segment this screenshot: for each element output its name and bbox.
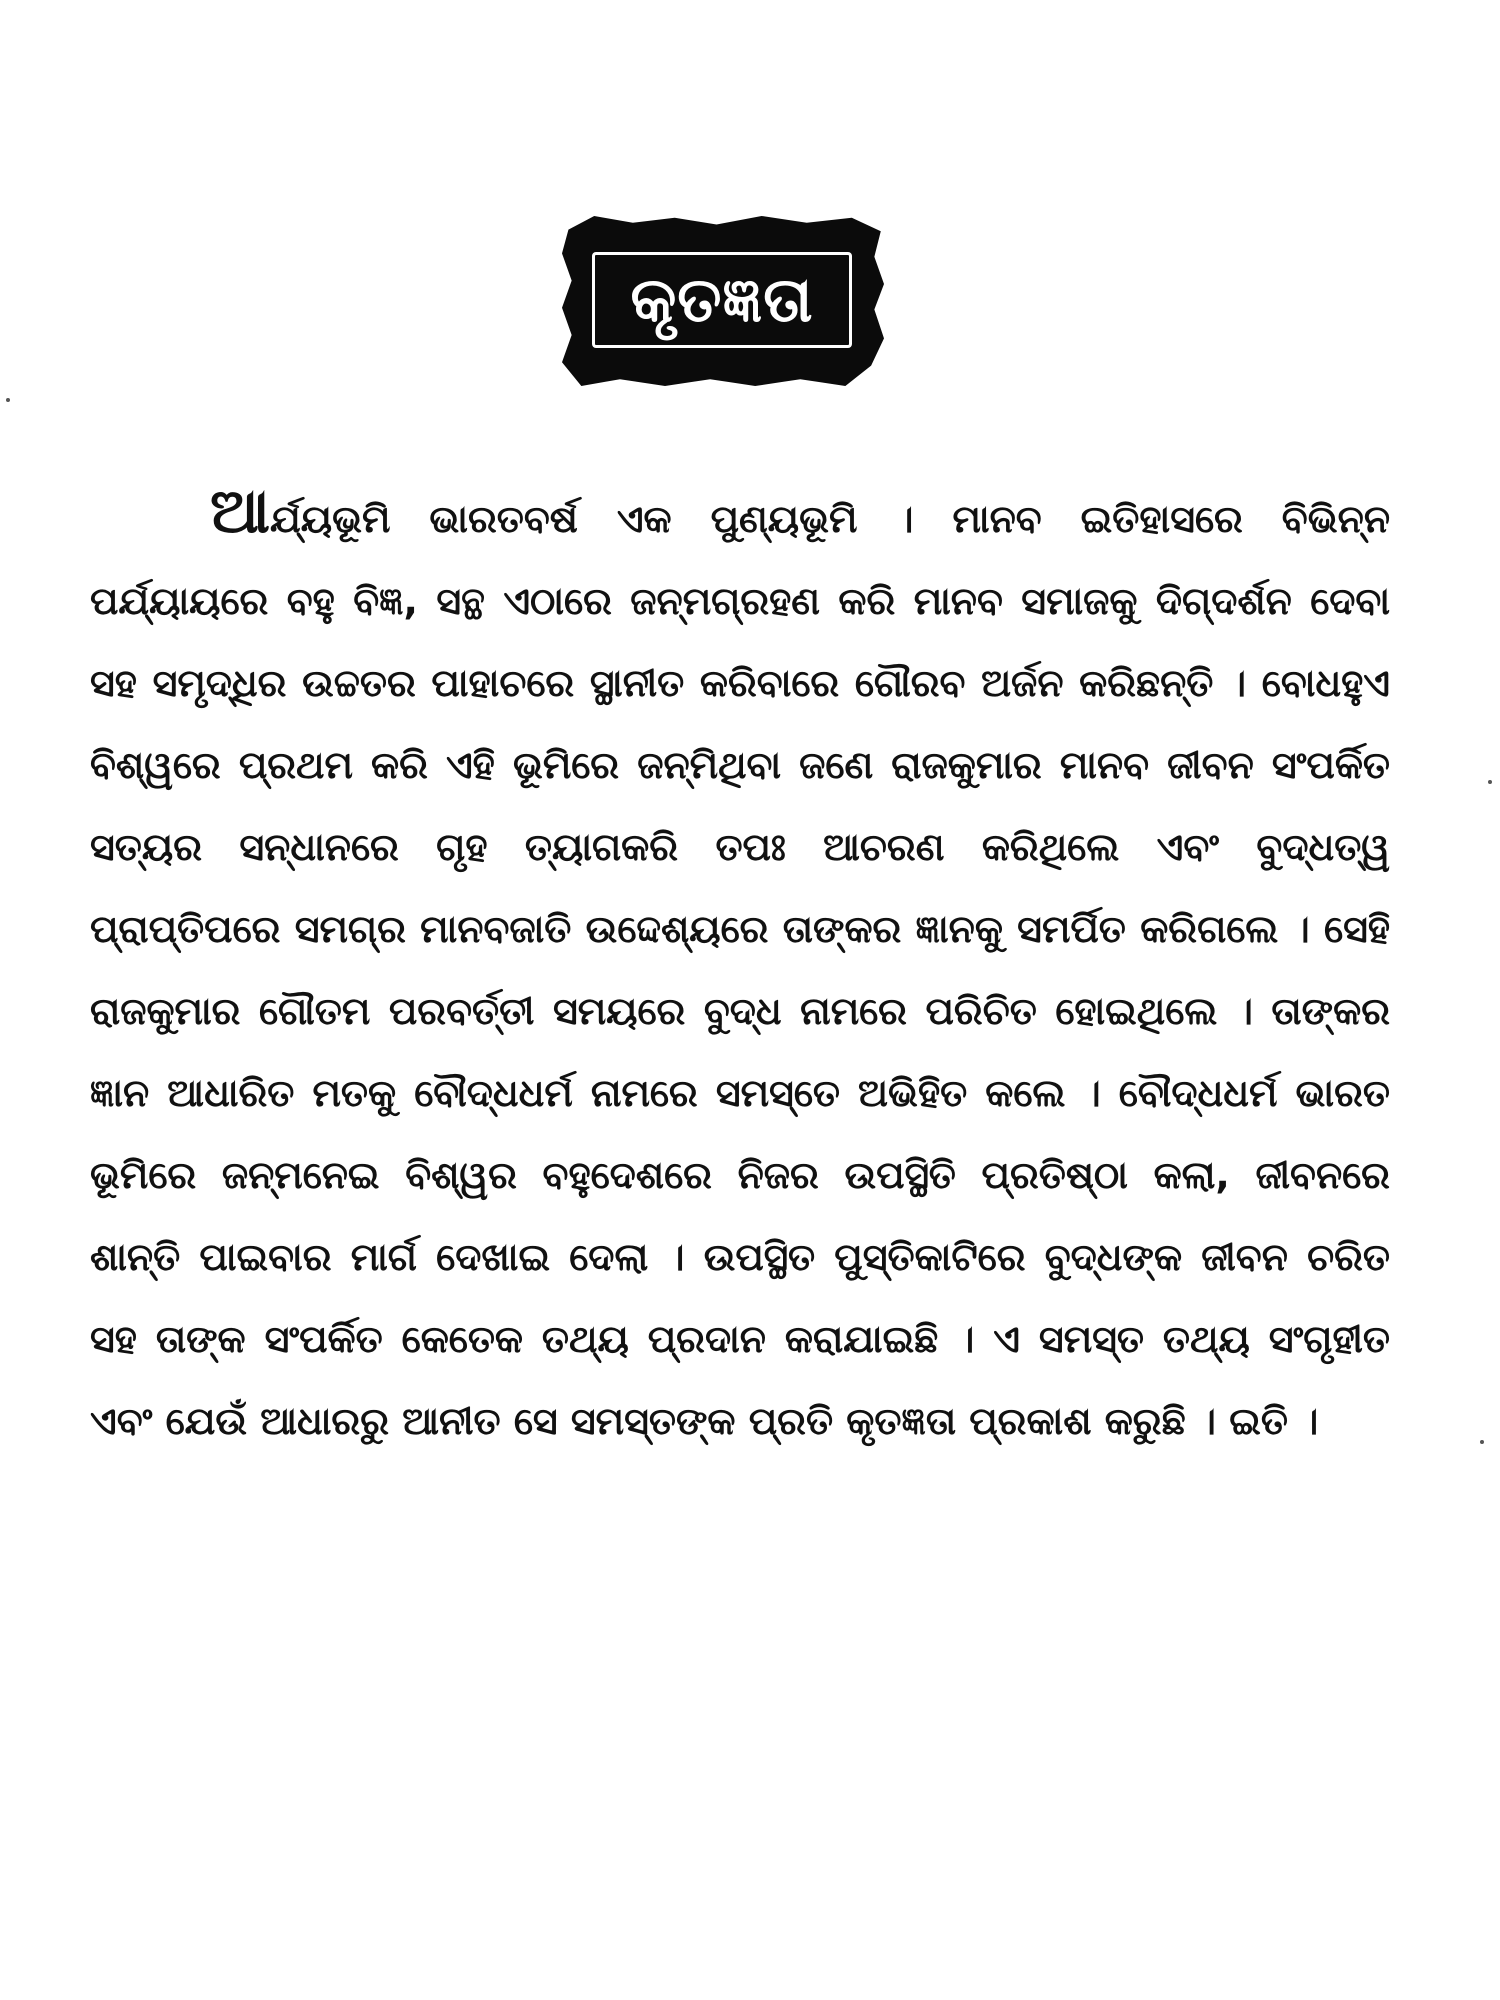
scan-speck: [6, 398, 10, 402]
page-title: କୃତଜ୍ଞତା: [630, 263, 814, 336]
title-frame: [592, 252, 852, 348]
scan-speck: [1488, 780, 1492, 784]
drop-initial: ଆ: [210, 474, 271, 547]
scan-speck: [1480, 1440, 1484, 1444]
acknowledgement-paragraph: [90, 470, 1390, 1690]
paragraph-text: ର୍ଯ୍ୟଭୂମି ଭାରତବର୍ଷ ଏକ ପୁଣ୍ୟଭୂମି । ମାନବ ଇତିହାସରେ ବିଭିନ୍ନ ପର୍ଯ୍ୟାୟରେ ବହୁ ବିଜ୍ଞ, ସନ୍ଥ ଏଠାରେ ଜନ୍ମଗ୍ରହଣ କରି ମାନବ ସମାଜକୁ ଦିଗ୍‌ଦର୍ଶନ ଦେବା ସହ ସମୃଦ୍ଧିର ଉଚ୍ଚତର ପାହାଚରେ ସ୍ଥାନୀତ କରିବାରେ ଗୌରବ ଅର୍ଜନ କରିଛନ୍ତି । ବୋଧହୁଏ ବିଶ୍ୱରେ ପ୍ରଥମ କରି ଏହି ଭୂମିରେ ଜନ୍ମିଥିବା ଜଣେ ରାଜକୁମାର ମାନବ ଜୀବନ ସଂପର୍କିତ ସତ୍ୟର ସନ୍ଧାନରେ ଗୃହ ତ୍ୟାଗକରି ତପଃ ଆଚରଣ କରିଥିଲେ ଏବଂ ବୁଦ୍ଧତ୍ୱ ପ୍ରାପ୍ତିପରେ ସମଗ୍ର ମାନବଜାତି ଉଦ୍ଦେଶ୍ୟରେ ତାଙ୍କର ଜ୍ଞାନକୁ ସମର୍ପିତ କରିଗଲେ । ସେହି ରାଜକୁମାର ଗୌତମ ପରବର୍ତ୍ତୀ ସମୟରେ ବୁଦ୍ଧ ନାମରେ ପରିଚିତ ହୋଇଥିଲେ । ତାଙ୍କର ଜ୍ଞାନ ଆଧାରିତ ମତକୁ ବୌଦ୍ଧଧର୍ମ ନାମରେ ସମସ୍ତେ ଅଭିହିତ କଲେ । ବୌଦ୍ଧଧର୍ମ ଭାରତ ଭୂମିରେ ଜନ୍ମନେଇ ବିଶ୍ୱର ବହୁଦେଶରେ ନିଜର ଉପସ୍ଥିତି ପ୍ରତିଷ୍ଠା କଲା, ଜୀବନରେ ଶାନ୍ତି ପାଇବାର ମାର୍ଗ ଦେଖାଇ ଦେଲା । ଉପସ୍ଥିତ ପୁସ୍ତିକାଟିରେ ବୁଦ୍ଧଙ୍କ ଜୀବନ ଚରିତ ସହ ତାଙ୍କ ସଂପର୍କିତ କେତେକ ତଥ୍ୟ ପ୍ରଦାନ କରାଯାଇଛି । ଏ ସମସ୍ତ ତଥ୍ୟ ସଂଗୃହୀତ ଏବଂ ଯେଉଁ ଆଧାରରୁ ଆନୀତ ସେ ସମସ୍ତଙ୍କ ପ୍ରତି କୃତଜ୍ଞତା ପ୍ରକାଶ କରୁଛି । ଇତି ।: [90, 497, 1390, 1443]
